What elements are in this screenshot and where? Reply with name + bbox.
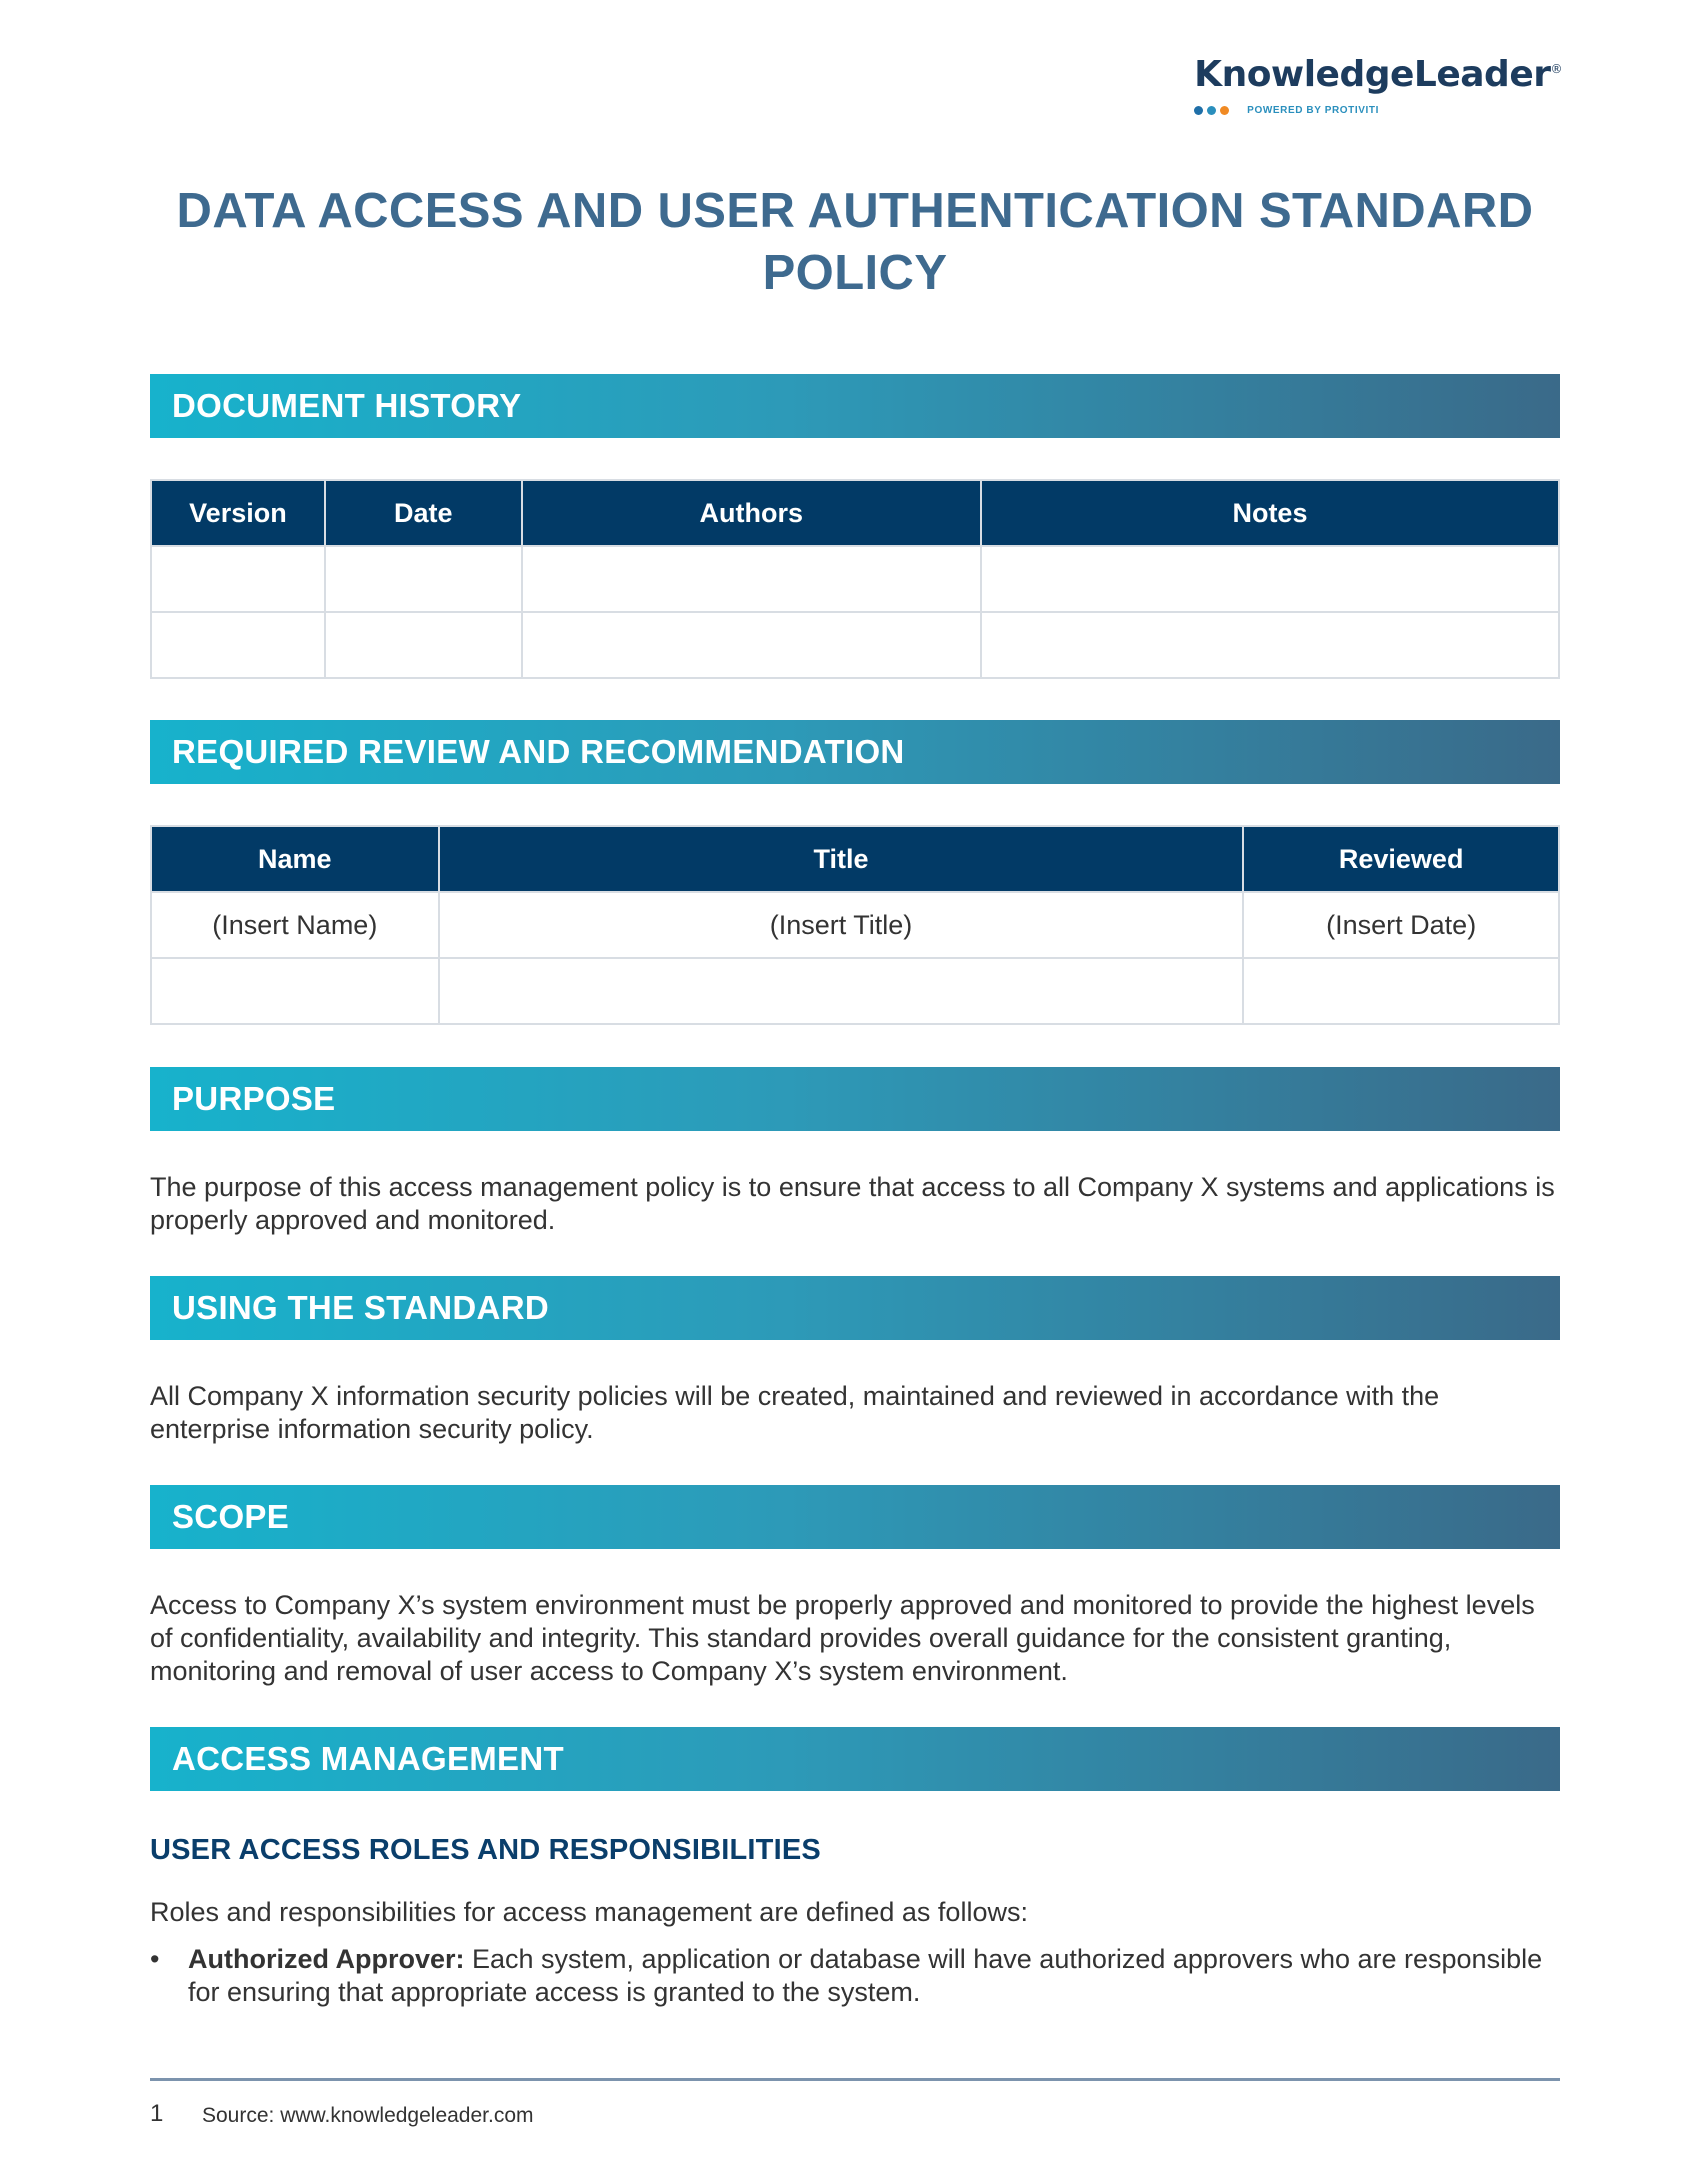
document-history-table: [150, 479, 1560, 679]
section-banner-scope: SCOPE: [150, 1485, 1560, 1549]
role-term: Authorized Approver:: [188, 1944, 465, 1974]
table-cell[interactable]: [1243, 958, 1559, 1024]
roles-subheading: USER ACCESS ROLES AND RESPONSIBILITIES: [150, 1834, 821, 1866]
table-cell[interactable]: [151, 958, 439, 1024]
logo-wordmark: [1194, 54, 1562, 95]
footer-source: Source: www.knowledgeleader.com: [202, 2104, 534, 2127]
table-cell[interactable]: [522, 546, 981, 612]
logo-dots-icon: [1194, 106, 1229, 115]
section-banner-using-standard: USING THE STANDARD: [150, 1276, 1560, 1340]
table-cell[interactable]: (Insert Date): [1243, 892, 1559, 958]
required-review-table: [150, 825, 1560, 1025]
column-header-name: Name: [151, 826, 439, 892]
page-number: 1: [150, 2100, 164, 2127]
section-banner-purpose: PURPOSE: [150, 1067, 1560, 1131]
table-cell[interactable]: [151, 612, 325, 678]
table-cell[interactable]: (Insert Title): [439, 892, 1244, 958]
table-cell[interactable]: [981, 546, 1559, 612]
page-title: DATA ACCESS AND USER AUTHENTICATION STANDARD POLICY: [176, 184, 1534, 300]
role-description: Each system, application or database will have authorized approvers who are responsible for ensuring that appropriate access is granted to the system.: [188, 1944, 1543, 2007]
table-header-row: [151, 480, 1559, 546]
section-banner-document-history: DOCUMENT HISTORY: [150, 374, 1560, 438]
column-header-version: Version: [151, 480, 325, 546]
table-row: [151, 892, 1559, 958]
table-cell[interactable]: [151, 546, 325, 612]
table-cell[interactable]: [439, 958, 1244, 1024]
logo-dot-icon: [1194, 106, 1203, 115]
logo-subline: [1194, 105, 1562, 116]
bullet-icon: •: [150, 1944, 160, 1974]
table-cell[interactable]: [981, 612, 1559, 678]
scope-paragraph: Access to Company X’s system environment must be properly approved and monitored to provide the highest levels of confidentiality, availability and integrity. This standard provides overall guidance for the consistent granting, monitoring and removal of user access to Company X’s system environment.: [150, 1590, 1535, 1686]
logo-dot-icon: [1220, 106, 1229, 115]
logo-dot-icon: [1207, 106, 1216, 115]
section-banner-required-review: REQUIRED REVIEW AND RECOMMENDATION: [150, 720, 1560, 784]
column-header-authors: Authors: [522, 480, 981, 546]
column-header-date: Date: [325, 480, 522, 546]
table-row: [151, 958, 1559, 1024]
table-cell[interactable]: [325, 546, 522, 612]
roles-intro-paragraph: Roles and responsibilities for access management are defined as follows:: [150, 1897, 1028, 1927]
table-row: [151, 546, 1559, 612]
knowledgeleader-logo[interactable]: [1194, 54, 1562, 116]
using-standard-paragraph: All Company X information security policies will be created, maintained and reviewed in accordance with the enterprise information security policy.: [150, 1381, 1440, 1444]
table-cell[interactable]: [522, 612, 981, 678]
column-header-notes: Notes: [981, 480, 1559, 546]
section-banner-access-management: ACCESS MANAGEMENT: [150, 1727, 1560, 1791]
column-header-reviewed: Reviewed: [1243, 826, 1559, 892]
logo-name: KnowledgeLeader: [1194, 54, 1551, 95]
footer-divider: [150, 2078, 1560, 2081]
logo-powered-by: POWERED BY PROTIVITI: [1247, 105, 1380, 116]
table-row: [151, 612, 1559, 678]
column-header-title: Title: [439, 826, 1244, 892]
list-item-body: [188, 1943, 1560, 2009]
logo-trademark: ®: [1550, 62, 1562, 76]
table-cell[interactable]: [325, 612, 522, 678]
table-header-row: [151, 826, 1559, 892]
purpose-paragraph: The purpose of this access management policy is to ensure that access to all Company X systems and applications is properly approved and monitored.: [150, 1172, 1555, 1235]
list-item: [150, 1943, 1560, 2009]
table-cell[interactable]: (Insert Name): [151, 892, 439, 958]
